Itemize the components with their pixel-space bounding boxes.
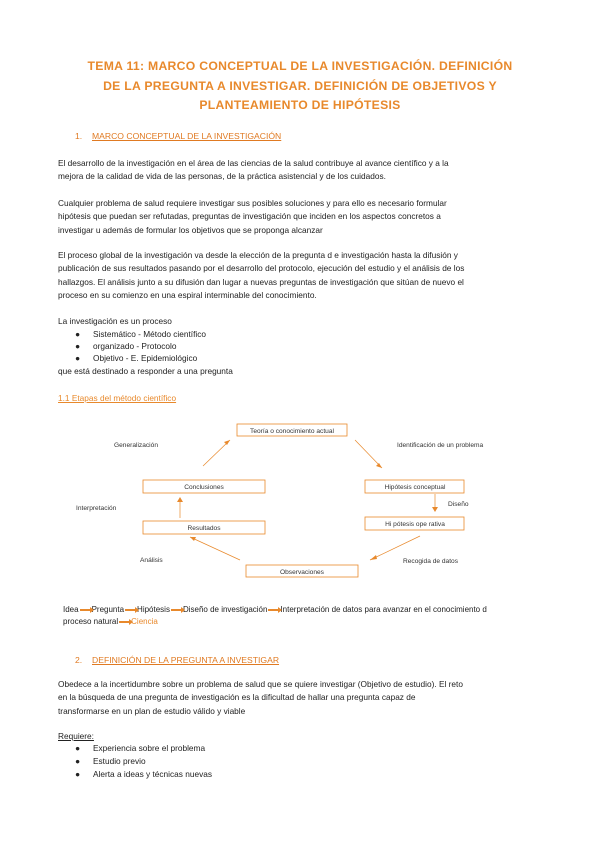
section-title: MARCO CONCEPTUAL DE LA INVESTIGACIÓN [92,131,282,141]
research-flow [63,604,553,628]
bullet-icon: ● [75,329,81,339]
bullet-icon: ● [75,743,81,753]
box-resultados-label: Resultados [187,525,221,532]
bullet-icon: ● [75,769,81,779]
paragraph [58,197,543,237]
flow-item: Interpretación de datos para avanzar en el conocimiento d [280,605,487,614]
arrow-right-icon [119,621,130,623]
arrow-right-icon [171,609,182,611]
box-hipotesis-operativa-label: Hi pótesis ope rativa [385,521,445,528]
list-item: ● Experiencia sobre el problema [75,743,206,753]
title-line: DE LA PREGUNTA A INVESTIGAR. DEFINICIÓN DE OBJETIVOS Y [103,78,497,93]
label-recogida: Recogida de datos [403,558,458,565]
box-observaciones-label: Observaciones [280,569,324,576]
label-generalizacion: Generalización [114,442,158,449]
text-line: investigar u además de formular los objetivos que se proponga alcanzar [58,224,323,235]
list-item: ● Estudio previo [75,756,146,766]
scientific-method-diagram [60,418,550,588]
flow-item: Idea [63,605,79,614]
arrow-identification [355,440,382,468]
section-number: 1. [75,131,83,141]
text-line: hallazgos. El análisis junto a su difusión dan lugar a nuevas preguntas de investigación que sitúan de nuevo el [58,276,464,287]
section-number: 2. [75,655,83,665]
list-item: ● organizado - Protocolo [75,341,177,351]
arrow-data-collection [370,536,420,560]
label-diseno: Diseño [448,501,469,508]
section-heading-2 [75,655,279,665]
arrow-right-icon [125,609,136,611]
list-intro: La investigación es un proceso [58,316,172,326]
title-line: TEMA 11: MARCO CONCEPTUAL DE LA INVESTIGACIÓN. DEFINICIÓN [87,59,513,73]
flow-item: Pregunta [91,605,125,614]
text-line: en la búsqueda de una pregunta de investigación es la dificultad de hallar una pregunta capaz de [58,692,416,703]
arrow-analysis [190,537,240,560]
text-line: transformarse en un plan de estudio válido y viable [58,705,246,716]
label-analisis: Análisis [140,557,163,564]
document-title [40,57,560,116]
bullet-icon: ● [75,756,81,766]
list-item: ● Sistemático - Método científico [75,329,206,339]
bullet-icon: ● [75,341,81,351]
text-line: hipótesis que puedan ser refutadas, preguntas de investigación que inciden en los aspectos concretos a [58,211,441,222]
subsection-heading: 1.1 Etapas del método científico [58,393,177,403]
text-line: proceso en su comienzo en una espiral interminable del conocimiento. [58,290,317,301]
box-conclusiones-label: Conclusiones [184,484,224,491]
flow-item: Ciencia [131,617,158,626]
label-interpretacion: Interpretación [76,505,117,512]
list-outro: que está destinado a responder a una pregunta [58,366,233,376]
text-line: Cualquier problema de salud requiere investigar sus posibles soluciones y para ello es necesario formular [58,198,447,208]
flow-item: proceso natural [63,617,119,626]
arrow-right-icon [268,609,279,611]
title-line: PLANTEAMIENTO DE HIPÓTESIS [199,98,401,112]
flow-item: Diseño de investigación [182,605,268,614]
list-item: ● Objetivo - E. Epidemiológico [75,353,198,363]
box-hipotesis-conceptual-label: Hipótesis conceptual [384,484,446,491]
text-line: publicación de sus resultados pasando por el desarrollo del protocolo, ejecución del estudio y el análisis de los [58,263,465,274]
text-line: El desarrollo de la investigación en el área de las ciencias de la salud contribuye al avance científico y a la [58,158,449,168]
section-title: DEFINICIÓN DE LA PREGUNTA A INVESTIGAR [92,655,280,665]
paragraph [58,678,543,718]
paragraph [58,249,543,303]
text-line: Obedece a la incertidumbre sobre un problema de salud que se quiere investigar (Objetivo de estudio). El reto [58,679,463,689]
list-item: ● Alerta a ideas y técnicas nuevas [75,769,212,779]
bullet-icon: ● [75,353,81,363]
arrow-right-icon [80,609,91,611]
box-theory-label: Teoría o conocimiento actual [250,428,334,435]
text-line: El proceso global de la investigación va desde la elección de la pregunta d e investigación hasta la difusión y [58,250,458,260]
text-line: mejora de la calidad de vida de las personas, de la práctica asistencial y de los cuidados. [58,171,386,182]
paragraph [58,157,543,184]
requiere-label: Requiere: [58,731,94,741]
section-heading-1 [75,131,281,141]
label-identificacion: Identificación de un problema [397,442,484,449]
flow-item: Hipótesis [137,605,170,614]
